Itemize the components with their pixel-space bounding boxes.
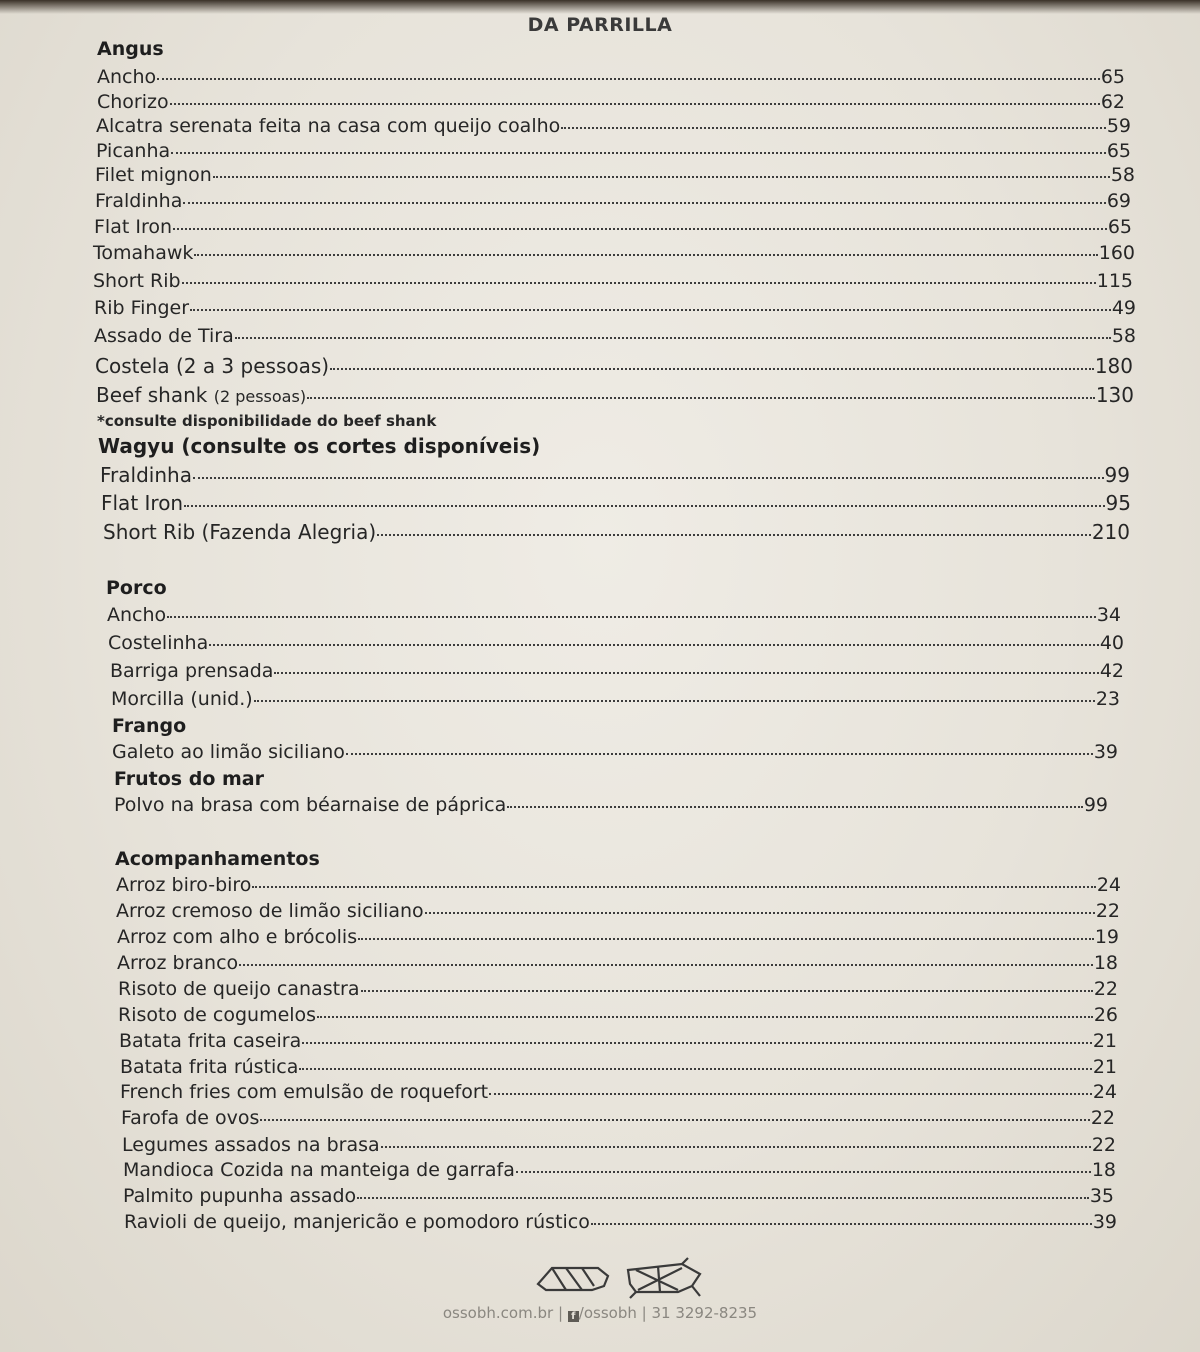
leader-dots [183,190,1105,204]
phone-number: 31 3292-8235 [651,1304,758,1322]
item-price: 34 [1096,604,1121,626]
section-heading-wagyu: Wagyu (consulte os cortes disponíveis) [98,434,541,458]
item-price: 95 [1105,491,1131,515]
menu-item: French fries com emulsão de roquefort 24 [120,1081,1117,1103]
item-price: 58 [1111,325,1136,347]
item-price: 18 [1093,952,1118,974]
item-price: 24 [1096,874,1121,896]
leader-dots [239,952,1093,966]
item-price: 19 [1094,926,1119,948]
item-price: 21 [1092,1030,1117,1052]
menu-item: Ravioli de queijo, manjericão e pomodoro rústico 39 [124,1211,1117,1233]
item-price: 40 [1099,632,1124,654]
menu-item: Costelinha 40 [108,632,1124,654]
item-price: 23 [1095,688,1120,710]
leader-dots [235,325,1111,339]
menu-item: Galeto ao limão siciliano 39 [112,741,1118,763]
leader-dots [260,1107,1089,1121]
separator: | [557,1304,563,1322]
menu-item: Short Rib 115 [93,270,1133,292]
item-price: 65 [1106,140,1131,162]
leader-dots [507,794,1083,808]
menu-item: Short Rib (Fazenda Alegria) 210 [103,520,1130,544]
leader-dots [173,216,1107,230]
leader-dots [561,115,1106,129]
leader-dots [209,632,1099,646]
menu-item: Flat Iron 65 [94,216,1132,238]
item-price: 49 [1111,297,1136,319]
section-heading-acompanhamentos: Acompanhamentos [115,848,320,870]
item-price: 22 [1090,1107,1115,1129]
item-price: 180 [1094,354,1133,378]
menu-item: Risoto de queijo canastra 22 [118,978,1118,1000]
item-price: 39 [1093,741,1118,763]
item-note: (2 pessoas) [213,387,307,406]
facebook-icon: f [568,1311,579,1322]
leader-dots [182,270,1096,284]
leader-dots [190,297,1111,311]
menu-item: Palmito pupunha assado 35 [123,1185,1114,1207]
menu-item: Chorizo 62 [97,91,1125,113]
restaurant-logo [532,1256,708,1300]
item-price: 35 [1089,1185,1114,1207]
leader-dots [252,874,1095,888]
menu-item: Assado de Tira 58 [94,325,1136,347]
menu-item: Costela (2 a 3 pessoas) 180 [95,354,1133,378]
leader-dots [170,91,1100,105]
leader-dots [317,1004,1093,1018]
menu-item: Fraldinha 99 [100,463,1130,487]
menu-item: Legumes assados na brasa 22 [122,1134,1116,1156]
item-price: 160 [1098,242,1135,264]
menu-item: Ancho 34 [107,604,1121,626]
menu-item: Polvo na brasa com béarnaise de páprica 99 [114,794,1108,816]
item-price: 39 [1092,1211,1117,1233]
item-price: 115 [1096,270,1133,292]
page-title: DA PARRILLA [527,14,673,36]
menu-item: Batata frita rústica 21 [120,1056,1117,1078]
footer-contact [0,1304,1200,1322]
leader-dots [299,1056,1091,1070]
leader-dots [171,140,1106,154]
leader-dots [194,242,1097,256]
website-link[interactable]: ossobh.com.br [442,1304,554,1322]
item-price: 26 [1093,1004,1118,1026]
menu-item: Arroz com alho e brócolis 19 [117,926,1119,948]
leader-dots [425,900,1095,914]
item-price: 69 [1106,190,1131,212]
item-price: 58 [1110,164,1135,186]
item-price: 24 [1092,1081,1117,1103]
item-price: 18 [1091,1159,1116,1181]
menu-item: Fraldinha 69 [95,190,1131,212]
leader-dots [516,1159,1091,1173]
separator: | [641,1304,647,1322]
menu-item: Batata frita caseira 21 [119,1030,1117,1052]
leader-dots [346,741,1093,755]
leader-dots [377,522,1091,536]
item-price: 210 [1091,520,1130,544]
section-heading-porco: Porco [106,577,167,599]
pig-logo-icon [628,1258,700,1298]
leader-dots [381,1134,1091,1148]
menu-item: Morcilla (unid.) 23 [111,688,1120,710]
leader-dots [274,660,1098,674]
social-handle[interactable]: /ossobh [578,1304,637,1322]
leader-dots [193,465,1104,479]
item-price: 99 [1104,463,1130,487]
menu-item: Beef shank (2 pessoas) 130 [96,383,1134,407]
item-price: 21 [1092,1056,1117,1078]
item-price: 62 [1100,91,1125,113]
leader-dots [591,1211,1092,1225]
item-price: 22 [1093,978,1118,1000]
leader-dots [157,66,1100,80]
leader-dots [302,1030,1092,1044]
cow-logo-icon [538,1268,608,1290]
menu-item: Picanha 65 [96,140,1131,162]
menu-item: Filet mignon 58 [95,164,1135,186]
menu-item: Alcatra serenata feita na casa com queijo coalho 59 [96,115,1131,137]
menu-item: Tomahawk 160 [93,242,1135,264]
footnote: *consulte disponibilidade do beef shank [97,412,437,430]
item-price: 99 [1083,794,1108,816]
leader-dots [358,926,1094,940]
leader-dots [167,604,1096,618]
page-top-shadow [0,0,1200,14]
menu-item: Arroz cremoso de limão siciliano 22 [116,900,1120,922]
menu-item: Ancho 65 [97,66,1125,88]
menu-item: Barriga prensada 42 [110,660,1124,682]
menu-item: Rib Finger 49 [94,297,1136,319]
leader-dots [361,978,1093,992]
section-heading-angus: Angus [97,38,164,60]
leader-dots [254,688,1095,702]
section-heading-frutos-do-mar: Frutos do mar [114,768,264,790]
menu-item: Flat Iron 95 [101,491,1131,515]
item-price: 42 [1099,660,1124,682]
item-price: 65 [1100,66,1125,88]
menu-item: Mandioca Cozida na manteiga de garrafa 18 [123,1159,1116,1181]
menu-item: Arroz biro-biro 24 [116,874,1121,896]
item-price: 130 [1095,383,1134,407]
item-price: 65 [1107,216,1132,238]
item-price: 59 [1106,115,1131,137]
menu-item: Risoto de cogumelos 26 [118,1004,1118,1026]
menu-item: Arroz branco 18 [117,952,1118,974]
leader-dots [357,1185,1089,1199]
leader-dots [213,164,1110,178]
leader-dots [489,1081,1092,1095]
leader-dots [184,493,1104,507]
menu-item: Farofa de ovos 22 [121,1107,1115,1129]
item-price: 22 [1091,1134,1116,1156]
section-heading-frango: Frango [112,715,187,737]
leader-dots [330,356,1094,370]
item-price: 22 [1095,900,1120,922]
leader-dots [307,385,1095,399]
